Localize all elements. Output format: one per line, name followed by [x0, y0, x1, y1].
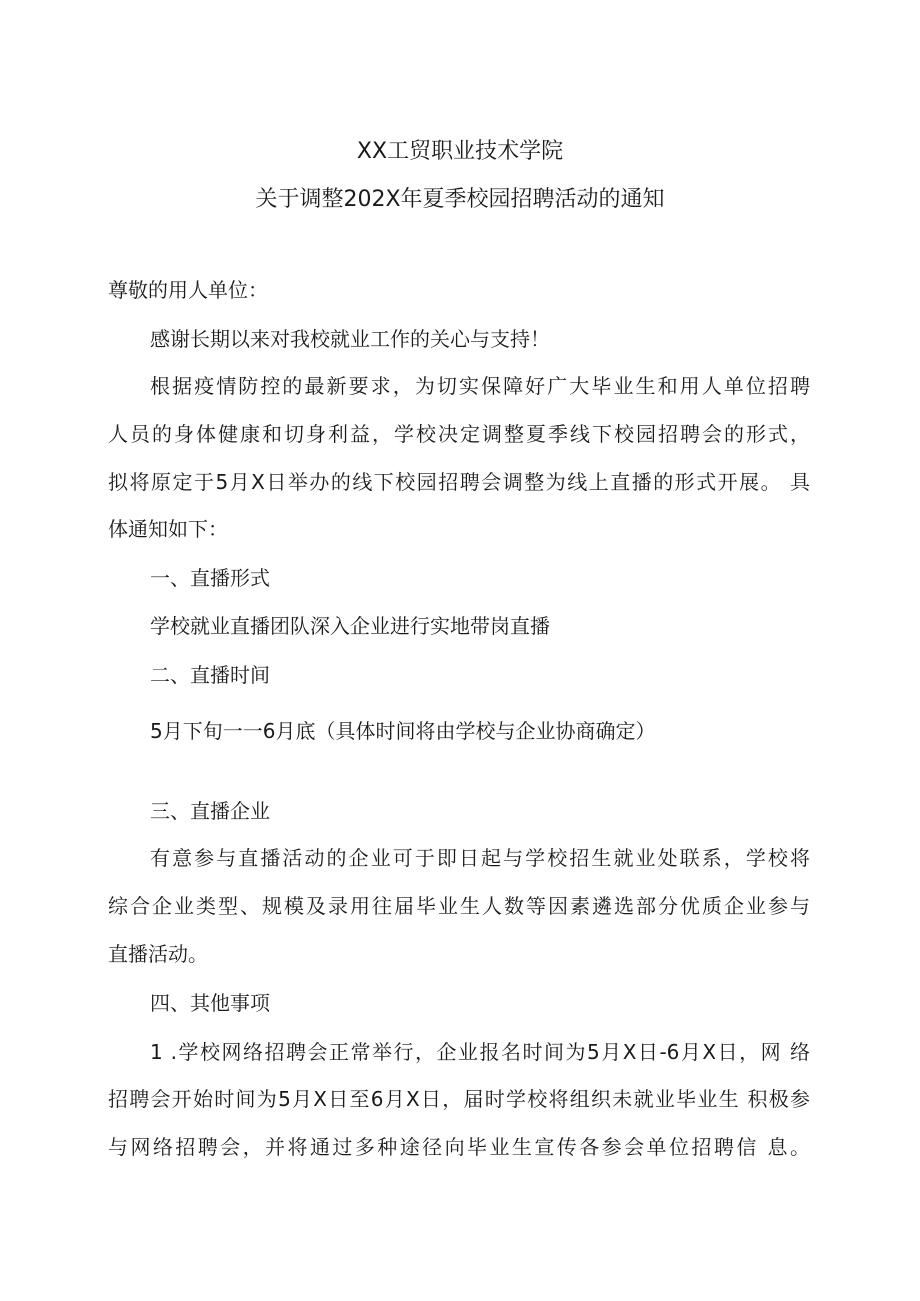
paragraph-1-line-1: 根据疫情防控的最新要求，为切实保障好广大毕业生和用人单位招聘 [150, 374, 810, 398]
section-1-body: 学校就业直播团队深入企业进行实地带岗直播 [150, 614, 550, 638]
section-2-body: 5月下旬一一6月底（具体时间将由学校与企业协商确定） [150, 719, 656, 743]
section-2-heading: 二、直播时间 [150, 663, 270, 687]
section-1-heading: 一、直播形式 [150, 566, 270, 590]
section-3-body-line-1: 有意参与直播活动的企业可于即日起与学校招生就业处联系，学校将 [150, 846, 810, 870]
document-title-school: XX工贸职业技术学院 [356, 139, 564, 164]
section-4-item-1-line-3: 与网络招聘会，并将通过多种途径向毕业生宣传各参会单位招聘信 息。 [108, 1135, 810, 1159]
section-4-item-1-line-1: 1 .学校网络招聘会正常举行，企业报名时间为5月X日-6月X日，网 络 [150, 1040, 810, 1064]
thanks-paragraph: 感谢长期以来对我校就业工作的关心与支持！ [150, 327, 550, 351]
section-3-body-line-3: 直播活动。 [108, 942, 208, 966]
section-3-body-line-2: 综合企业类型、规模及录用往届毕业生人数等因素遴选部分优质企业参与 [108, 894, 810, 918]
paragraph-1-line-3: 拟将原定于5月X日举办的线下校园招聘会调整为线上直播的形式开展。 具 [108, 470, 810, 494]
section-4-item-1-line-2: 招聘会开始时间为5月X日至6月X日，届时学校将组织未就业毕业生 积极参 [108, 1087, 810, 1111]
paragraph-1-line-2: 人员的身体健康和切身利益，学校决定调整夏季线下校园招聘会的形式， [108, 422, 810, 446]
salutation: 尊敬的用人单位： [108, 278, 268, 302]
section-3-heading: 三、直播企业 [150, 799, 270, 823]
section-4-heading: 四、其他事项 [150, 991, 270, 1015]
paragraph-1-line-4: 体通知如下： [108, 517, 228, 541]
document-title-notice: 关于调整202X年夏季校园招聘活动的通知 [255, 187, 665, 212]
